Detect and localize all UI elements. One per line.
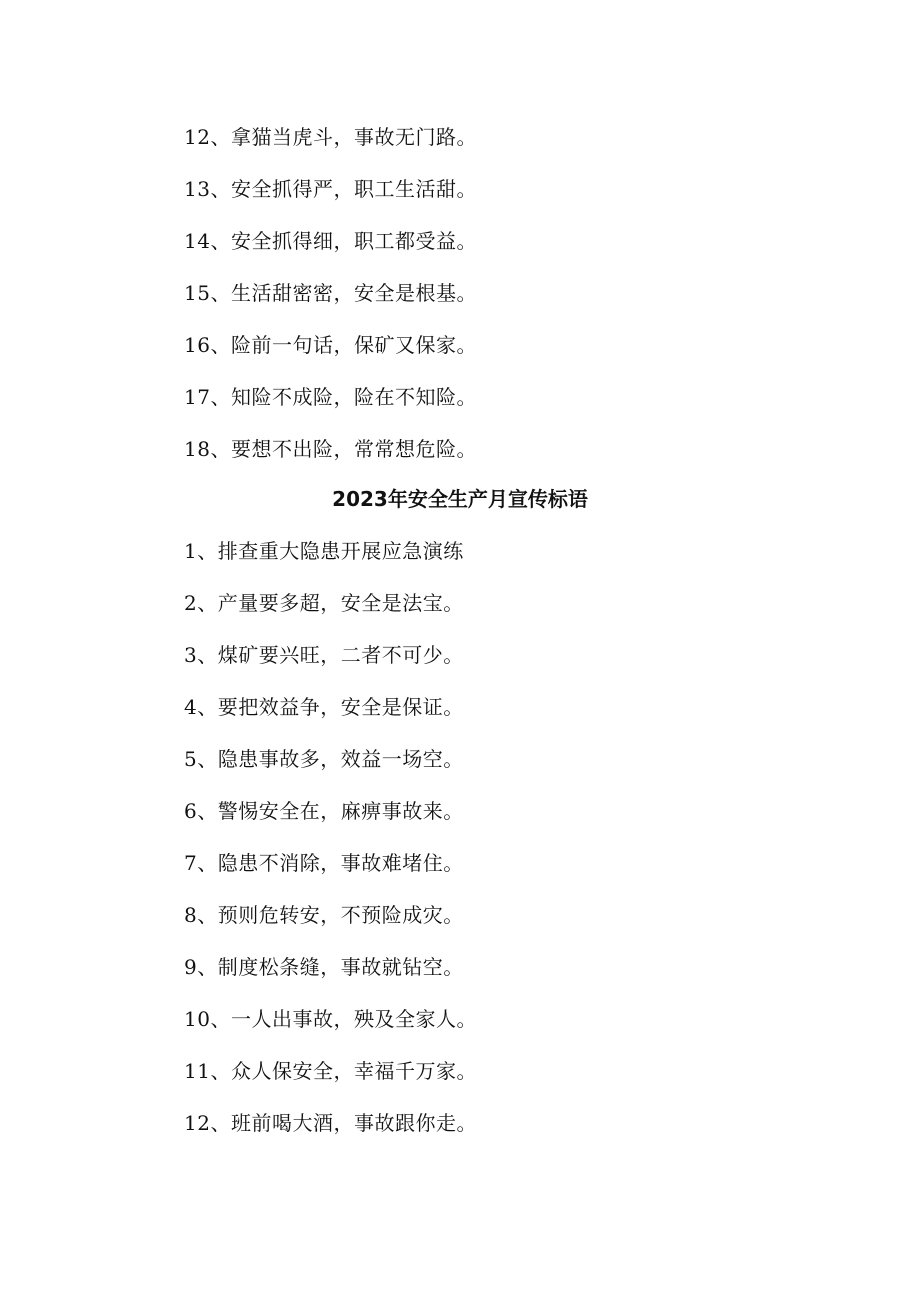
slogan-line: 9、制度松条缝，事故就钻空。 (184, 955, 464, 979)
slogan-line: 15、生活甜密密，安全是根基。 (184, 281, 477, 305)
slogan-line: 11、众人保安全，幸福千万家。 (184, 1059, 477, 1083)
slogan-line: 17、知险不成险，险在不知险。 (184, 385, 477, 409)
slogan-line: 12、拿猫当虎斗，事故无门路。 (184, 125, 477, 149)
slogan-line: 8、预则危转安，不预险成灾。 (184, 903, 464, 927)
slogan-line: 1、排查重大隐患开展应急演练 (184, 539, 464, 563)
slogan-line: 3、煤矿要兴旺，二者不可少。 (184, 643, 464, 667)
slogan-line: 10、一人出事故，殃及全家人。 (184, 1007, 477, 1031)
slogan-line: 7、隐患不消除，事故难堵住。 (184, 851, 464, 875)
slogan-line: 14、安全抓得细，职工都受益。 (184, 229, 477, 253)
slogan-line: 4、要把效益争，安全是保证。 (184, 695, 464, 719)
slogan-line: 6、警惕安全在，麻痹事故来。 (184, 799, 464, 823)
slogan-line: 2、产量要多超，安全是法宝。 (184, 591, 464, 615)
slogan-line: 5、隐患事故多，效益一场空。 (184, 747, 464, 771)
section-title: 2023年安全生产月宣传标语 (332, 487, 588, 511)
slogan-line: 13、安全抓得严，职工生活甜。 (184, 177, 477, 201)
slogan-line: 16、险前一句话，保矿又保家。 (184, 333, 477, 357)
slogan-line: 18、要想不出险，常常想危险。 (184, 437, 477, 461)
slogan-line: 12、班前喝大酒，事故跟你走。 (184, 1111, 477, 1135)
